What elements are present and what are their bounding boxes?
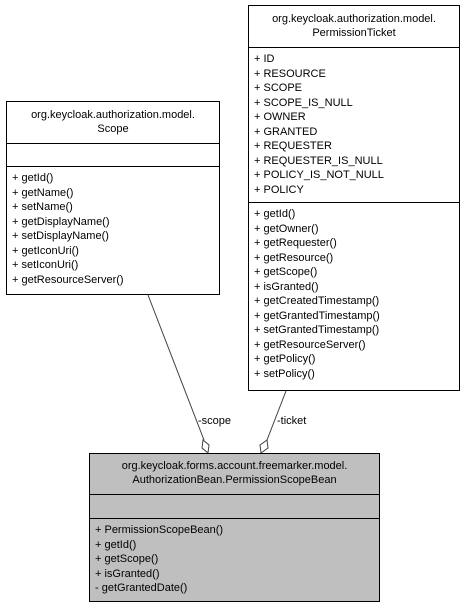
scope-class-box[interactable] bbox=[6, 101, 220, 295]
operation: + getId() bbox=[254, 208, 296, 220]
operation: + getPolicy() bbox=[254, 353, 316, 365]
attribute: + SCOPE_IS_NULL bbox=[254, 96, 353, 109]
operation: + getId() bbox=[12, 172, 54, 184]
permission-ticket-class-box[interactable] bbox=[248, 5, 460, 391]
operation: + PermissionScopeBean() bbox=[95, 524, 224, 536]
permission-scope-bean-class-box[interactable] bbox=[89, 453, 380, 602]
operation: + setGrantedTimestamp() bbox=[254, 324, 380, 336]
operation: + getResourceServer() bbox=[254, 338, 366, 351]
operation: + setPolicy() bbox=[254, 367, 315, 380]
permission-scope-bean-class-title: org.keycloak.forms.account.freemarker.model. AuthorizationBean.PermissionScopeBean bbox=[90, 454, 379, 495]
operation: + setIconUri() bbox=[12, 259, 79, 271]
operation: + getId() bbox=[95, 538, 137, 551]
attribute: + OWNER bbox=[254, 111, 306, 123]
operation: + getDisplayName() bbox=[12, 215, 110, 228]
operation: + setDisplayName() bbox=[12, 230, 109, 242]
scope-operations-section bbox=[7, 167, 219, 287]
operation: + getOwner() bbox=[254, 222, 319, 235]
scope-role-label: -scope bbox=[198, 415, 232, 427]
permission-ticket-operations-section bbox=[249, 203, 459, 381]
attribute: + RESOURCE bbox=[254, 67, 326, 80]
operation: + isGranted() bbox=[254, 280, 319, 293]
permission-scope-bean-attributes-section bbox=[90, 495, 379, 519]
attribute: + POLICY_IS_NOT_NULL bbox=[254, 169, 384, 181]
operation: + getScope() bbox=[254, 266, 318, 278]
operation: + getName() bbox=[12, 186, 74, 199]
attribute: + POLICY bbox=[254, 183, 304, 196]
operation: + getScope() bbox=[95, 553, 159, 565]
operation: + getResource() bbox=[254, 251, 334, 264]
scope-aggregation-diamond bbox=[202, 440, 209, 453]
operation: + isGranted() bbox=[95, 567, 160, 580]
permission-scope-bean-operations-section bbox=[90, 519, 379, 596]
scope-attributes-section bbox=[7, 144, 219, 167]
operation: - getGrantedDate() bbox=[95, 582, 188, 594]
attribute: + REQUESTER bbox=[254, 140, 332, 152]
attribute: + SCOPE bbox=[254, 82, 302, 94]
permission-ticket-attributes-section bbox=[249, 48, 459, 203]
permission-ticket-class-title: org.keycloak.authorization.model. PermissionTicket bbox=[249, 6, 459, 48]
operation: + getResourceServer() bbox=[12, 273, 124, 286]
ticket-aggregation-diamond bbox=[260, 440, 268, 453]
attribute: + ID bbox=[254, 53, 275, 65]
ticket-role-label: -ticket bbox=[277, 415, 307, 427]
scope-class-title: org.keycloak.authorization.model. Scope bbox=[7, 102, 219, 144]
operation: + getGrantedTimestamp() bbox=[254, 309, 380, 322]
operation: + getCreatedTimestamp() bbox=[254, 295, 380, 307]
attribute: + REQUESTER_IS_NULL bbox=[254, 154, 383, 167]
operation: + getRequester() bbox=[254, 237, 337, 249]
operation: + getIconUri() bbox=[12, 244, 79, 257]
attribute: + GRANTED bbox=[254, 125, 318, 138]
operation: + setName() bbox=[12, 201, 73, 213]
